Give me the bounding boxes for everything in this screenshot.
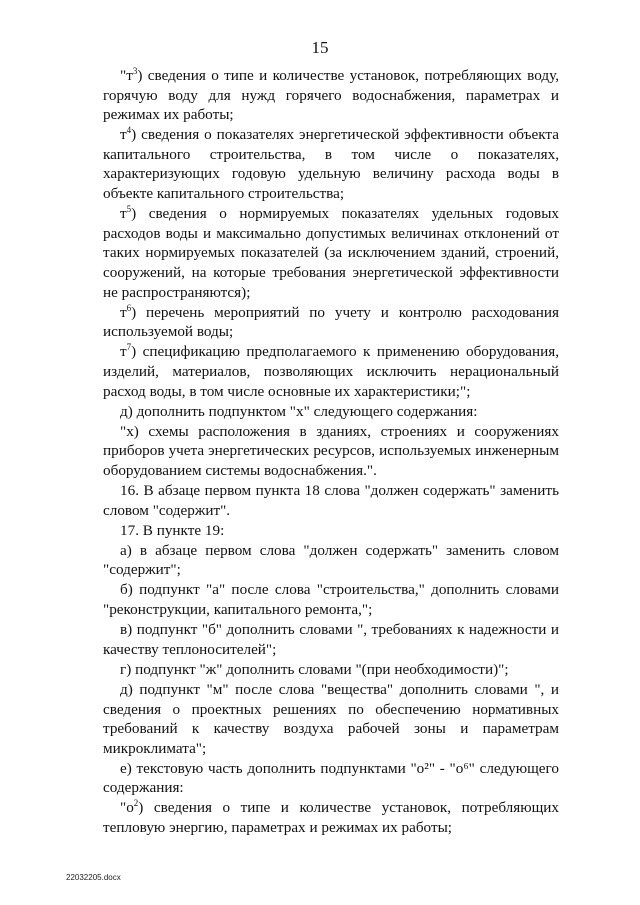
paragraph-o2: "$о^2$) сведения о типе и количестве установок, потребляющих тепловую энергию, параметрах и режимах их работы;: [103, 798, 559, 837]
page-number: 15: [311, 38, 329, 57]
paragraph-16: 16. В абзаце первом пункта 18 слова "должен содержать" заменить словом "содержит".: [103, 481, 559, 519]
paragraph-t7: $т^7$) спецификацию предполагаемого к применению оборудования, изделий, материалов, позволяющих исключить нерациональный расход воды, в том числе основные их характеристики;";: [103, 342, 559, 400]
paragraph-e: е) текстовую часть дополнить подпунктами "о²" - "о⁶" следующего содержания:: [103, 759, 559, 797]
paragraph-x: "х) схемы расположения в зданиях, строениях и сооружениях приборов учета энергетических ресурсов, используемых инженерным оборудованием системы водоснабжения.".: [103, 422, 559, 479]
paragraph-17: 17. В пункте 19:: [120, 521, 225, 539]
paragraph-t3: "$т^3$) сведения о типе и количестве установок, потребляющих воду, горячую воду для нужд горячего водоснабжения, параметрах и режимах их работы;: [103, 66, 559, 124]
paragraph-g: г) подпункт "ж" дополнить словами "(при необходимости)";: [120, 660, 509, 678]
paragraph-t4: $т^4$) сведения о показателях энергетической эффективности объекта капитального строительства, в том числе о показателях, характеризующих годовую удельную величину расхода воды в объекте капитального строительства;: [103, 125, 559, 203]
paragraph-v: в) подпункт "б" дополнить словами ", требованиях к надежности и качеству теплоносителей";: [103, 621, 559, 658]
paragraph-d: д) дополнить подпунктом "х" следующего содержания:: [120, 402, 478, 420]
paragraph-t6: $т^6$) перечень мероприятий по учету и контролю расходования используемой воды;: [103, 302, 559, 341]
document-body: [103, 66, 559, 838]
footer-filename: 22032205.docx: [66, 873, 121, 882]
paragraph-b: б) подпункт "а" после слова "строительства," дополнить словами "реконструкции, капитального ремонта,";: [103, 581, 559, 619]
paragraph-t5: $т^5$) сведения о нормируемых показателях удельных годовых расходов воды и максимально допустимых величинах отклонений от таких нормируемых показателей (за исключением зданий, строений, сооружений, на которые требования энергетической эффективности не распространяются);: [103, 204, 559, 301]
paragraph-d-m: д) подпункт "м" после слова "вещества" дополнить словами ", и сведения о проектных решениях по обеспечению нормативных требований к качеству воздуха рабочей зоны и параметрам микроклимата";: [103, 680, 559, 757]
paragraph-a: а) в абзаце первом слова "должен содержать" заменить словом "содержит";: [103, 541, 559, 579]
